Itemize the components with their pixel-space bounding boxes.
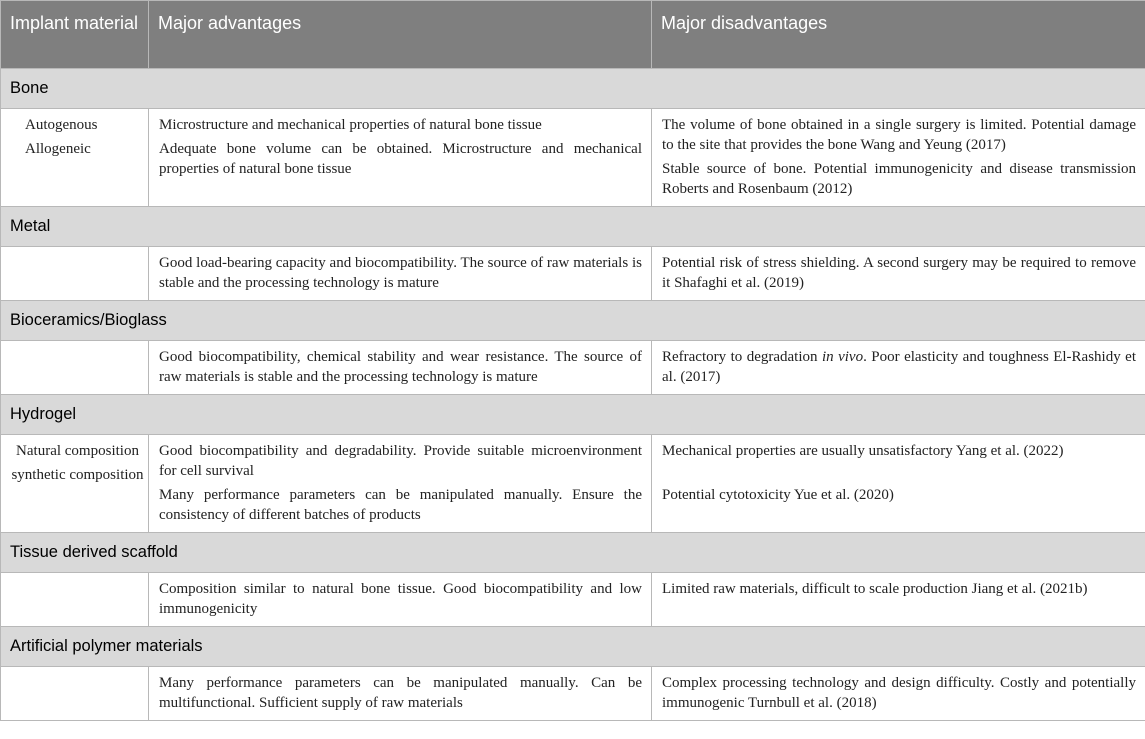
header-major-disadvantages: Major disadvantages	[652, 1, 1145, 69]
advantages-text: Many performance parameters can be manipulated manually. Ensure the consistency of different batches of products	[159, 487, 642, 523]
table-row	[1, 435, 1145, 533]
group-row-tissue-derived-scaffold	[1, 533, 1145, 573]
disadvantages-text: Potential risk of stress shielding. A second surgery may be required to remove it Shafaghi et al. (2019)	[652, 247, 1145, 301]
disadvantages-text-post: . Poor elasticity and toughness El-Rashidy et al. (2017)	[662, 349, 1136, 385]
material-label	[1, 109, 149, 207]
material-label	[1, 435, 149, 533]
group-title: Bone	[1, 69, 1145, 109]
group-row-bone	[1, 69, 1145, 109]
advantages-text: Good biocompatibility, chemical stability and wear resistance. The source of raw materials is stable and the processing technology is mature	[149, 341, 652, 395]
material-label-allogeneic: Allogeneic	[25, 141, 91, 157]
group-title: Hydrogel	[1, 395, 1145, 435]
table-row	[1, 247, 1145, 301]
advantages-text: Many performance parameters can be manipulated manually. Can be multifunctional. Sufficient supply of raw materials	[149, 667, 652, 721]
advantages-text: Microstructure and mechanical properties of natural bone tissue	[159, 117, 542, 133]
table-row	[1, 573, 1145, 627]
table-row	[1, 109, 1145, 207]
disadvantages-text-pre: Refractory to degradation	[662, 349, 822, 365]
material-label	[1, 247, 149, 301]
material-label-natural: Natural composition	[16, 443, 139, 459]
disadvantages-text: Complex processing technology and design difficulty. Costly and potentially immunogenic Turnbull et al. (2018)	[652, 667, 1145, 721]
advantages-cell	[149, 435, 652, 533]
disadvantages-cell	[652, 109, 1145, 207]
advantages-text: Adequate bone volume can be obtained. Microstructure and mechanical properties of natural bone tissue	[159, 141, 642, 177]
group-title: Bioceramics/Bioglass	[1, 301, 1145, 341]
material-label	[1, 341, 149, 395]
disadvantages-text: Limited raw materials, difficult to scale production Jiang et al. (2021b)	[652, 573, 1145, 627]
advantages-text: Composition similar to natural bone tissue. Good biocompatibility and low immunogenicity	[149, 573, 652, 627]
header-major-advantages: Major advantages	[149, 1, 652, 69]
disadvantages-text: Mechanical properties are usually unsatisfactory Yang et al. (2022)	[662, 443, 1064, 459]
header-row	[1, 1, 1145, 69]
group-title: Artificial polymer materials	[1, 627, 1145, 667]
material-label	[1, 667, 149, 721]
advantages-text: Good biocompatibility and degradability. Provide suitable microenvironment for cell survival	[159, 443, 642, 479]
disadvantages-text: Potential cytotoxicity Yue et al. (2020)	[662, 487, 894, 503]
table-row	[1, 667, 1145, 721]
group-row-bioceramics	[1, 301, 1145, 341]
table-row	[1, 341, 1145, 395]
material-label-synthetic: synthetic composition	[11, 467, 144, 483]
header-implant-material: Implant material	[1, 1, 149, 69]
group-row-metal	[1, 207, 1145, 247]
group-row-artificial-polymer-materials	[1, 627, 1145, 667]
disadvantages-text	[652, 341, 1145, 395]
disadvantages-text: Stable source of bone. Potential immunogenicity and disease transmission Roberts and Rosenbaum (2012)	[662, 161, 1136, 197]
advantages-cell	[149, 109, 652, 207]
group-title: Tissue derived scaffold	[1, 533, 1145, 573]
material-label-autogenous: Autogenous	[25, 117, 98, 133]
advantages-text: Good load-bearing capacity and biocompatibility. The source of raw materials is stable and the processing technology is mature	[149, 247, 652, 301]
disadvantages-text-italic: in vivo	[821, 349, 864, 365]
material-label	[1, 573, 149, 627]
disadvantages-text: The volume of bone obtained in a single surgery is limited. Potential damage to the site that provides the bone Wang and Yeung (2017)	[662, 117, 1136, 153]
disadvantages-cell	[652, 435, 1145, 533]
group-title: Metal	[1, 207, 1145, 247]
group-row-hydrogel	[1, 395, 1145, 435]
